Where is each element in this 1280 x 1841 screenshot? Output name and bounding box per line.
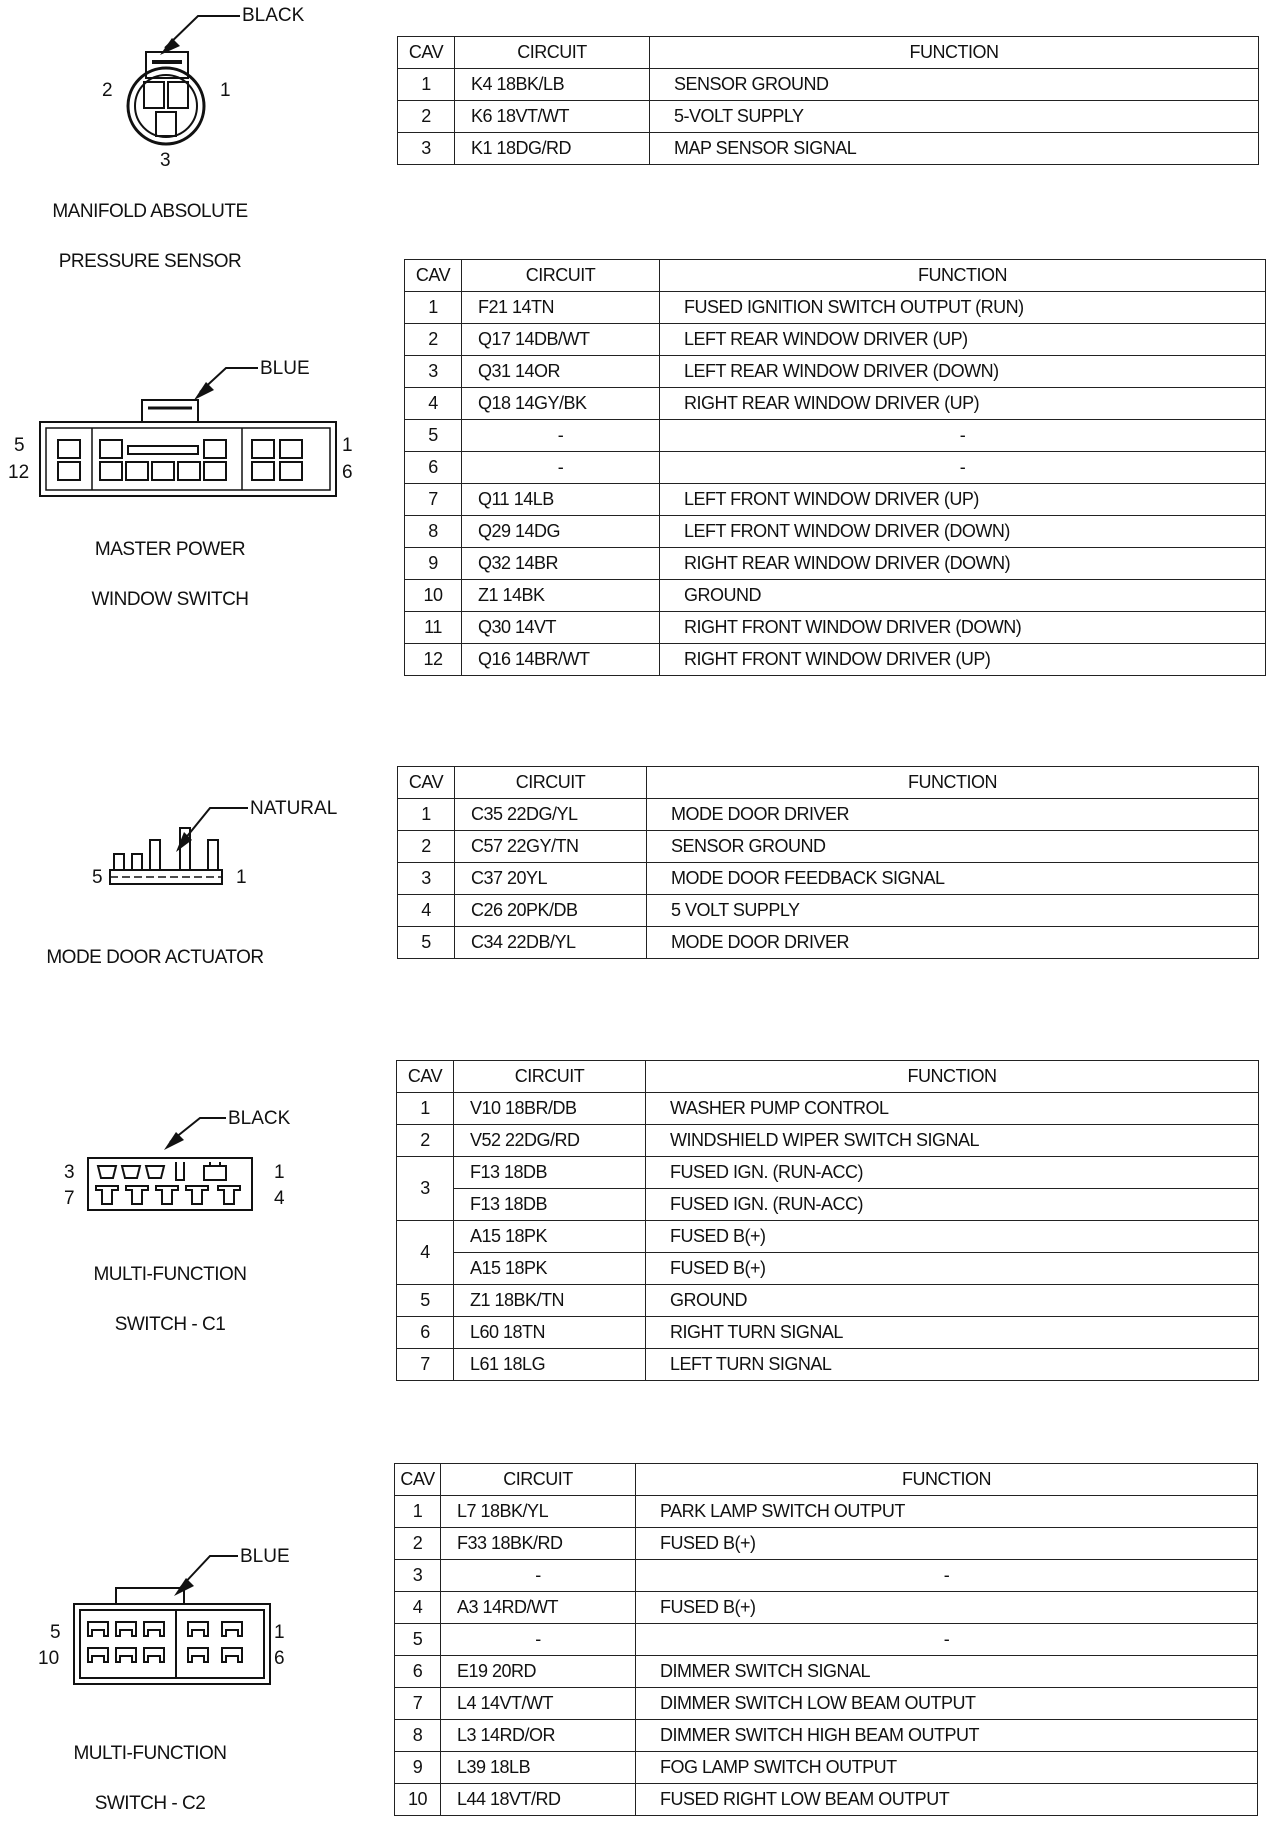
cav-cell: 11 [405,612,462,644]
circuit-cell: F21 14TN [462,292,660,324]
circuit-cell: L39 18LB [441,1752,636,1784]
cav-cell: 2 [405,324,462,356]
cav-header: CAV [405,260,462,292]
cav-cell: 5 [405,420,462,452]
window-switch-pin-label-12: 12 [8,462,30,483]
table-row [395,1528,1258,1560]
table-header-row [395,1464,1258,1496]
function-cell: LEFT REAR WINDOW DRIVER (DOWN) [660,356,1266,388]
table-header-row [397,1061,1259,1093]
function-cell: RIGHT REAR WINDOW DRIVER (UP) [660,388,1266,420]
function-cell: LEFT FRONT WINDOW DRIVER (UP) [660,484,1266,516]
function-cell: FUSED RIGHT LOW BEAM OUTPUT [636,1784,1258,1816]
mode-door-pinout-table [397,766,1259,959]
cav-cell: 2 [395,1528,441,1560]
circuit-cell: Z1 18BK/TN [454,1285,646,1317]
table-row [398,863,1259,895]
cav-cell: 4 [405,388,462,420]
function-cell: 5-VOLT SUPPLY [650,101,1259,133]
function-header: FUNCTION [660,260,1266,292]
cav-header: CAV [395,1464,441,1496]
circuit-cell: Q32 14BR [462,548,660,580]
circuit-cell: - [441,1624,636,1656]
function-cell: FUSED IGN. (RUN-ACC) [646,1189,1259,1221]
function-cell: GROUND [646,1285,1259,1317]
function-cell: - [636,1560,1258,1592]
function-cell: MODE DOOR DRIVER [647,799,1259,831]
table-row [405,292,1266,324]
function-cell: DIMMER SWITCH SIGNAL [636,1656,1258,1688]
function-cell: FUSED B(+) [646,1221,1259,1253]
function-cell: - [636,1624,1258,1656]
table-row [405,580,1266,612]
cav-cell: 7 [397,1349,454,1381]
circuit-cell: - [462,452,660,484]
table-row [397,1189,1259,1221]
circuit-cell: C35 22DG/YL [455,799,647,831]
circuit-cell: C34 22DB/YL [455,927,647,959]
circuit-cell: L44 18VT/RD [441,1784,636,1816]
cav-cell: 7 [395,1688,441,1720]
cav-cell: 12 [405,644,462,676]
function-cell: PARK LAMP SWITCH OUTPUT [636,1496,1258,1528]
function-cell: RIGHT REAR WINDOW DRIVER (DOWN) [660,548,1266,580]
cav-cell: 1 [397,1093,454,1125]
circuit-cell: F13 18DB [454,1189,646,1221]
cav-cell: 2 [398,831,455,863]
function-cell: FUSED IGNITION SWITCH OUTPUT (RUN) [660,292,1266,324]
function-cell: FUSED B(+) [636,1592,1258,1624]
table-row [405,612,1266,644]
table-row [405,452,1266,484]
table-row [395,1592,1258,1624]
circuit-cell: K1 18DG/RD [455,133,650,165]
function-cell: MODE DOOR DRIVER [647,927,1259,959]
circuit-cell: A15 18PK [454,1253,646,1285]
table-row [395,1752,1258,1784]
table-row [398,799,1259,831]
table-row [395,1624,1258,1656]
table-row [395,1560,1258,1592]
table-row [397,1125,1259,1157]
function-cell: DIMMER SWITCH HIGH BEAM OUTPUT [636,1720,1258,1752]
table-row [398,101,1259,133]
mfs-c2-diagram [30,1528,330,1698]
function-cell: DIMMER SWITCH LOW BEAM OUTPUT [636,1688,1258,1720]
circuit-cell: Q17 14DB/WT [462,324,660,356]
function-header: FUNCTION [636,1464,1258,1496]
circuit-header: CIRCUIT [462,260,660,292]
cav-cell: 5 [395,1624,441,1656]
cav-cell: 2 [397,1125,454,1157]
circuit-cell: C57 22GY/TN [455,831,647,863]
window-switch-connector-icon [0,350,380,510]
circuit-cell: L4 14VT/WT [441,1688,636,1720]
mfs-c1-pin-label-1: 1 [274,1162,285,1183]
table-row [398,133,1259,165]
table-row [397,1221,1259,1253]
table-row [405,356,1266,388]
cav-cell: 3 [405,356,462,388]
mfs-c2-pin-label-10: 10 [38,1648,60,1669]
mode-door-pin-label-1: 1 [236,867,247,888]
circuit-cell: Q31 14OR [462,356,660,388]
mode-door-pin-label-5: 5 [92,867,103,888]
circuit-cell: Q18 14GY/BK [462,388,660,420]
map-sensor-diagram [90,0,330,170]
cav-header: CAV [398,767,455,799]
circuit-cell: E19 20RD [441,1656,636,1688]
circuit-cell: C26 20PK/DB [455,895,647,927]
cav-cell: 10 [395,1784,441,1816]
cav-cell: 5 [398,927,455,959]
circuit-cell: Q11 14LB [462,484,660,516]
table-row [405,388,1266,420]
table-row [395,1688,1258,1720]
function-cell: GROUND [660,580,1266,612]
window-switch-pinout-table [404,259,1266,676]
circuit-cell: Q16 14BR/WT [462,644,660,676]
table-row [398,831,1259,863]
function-header: FUNCTION [647,767,1259,799]
table-header-row [398,767,1259,799]
table-row [405,548,1266,580]
table-row [397,1349,1259,1381]
function-cell: WASHER PUMP CONTROL [646,1093,1259,1125]
mfs-c2-pin-label-6: 6 [274,1648,285,1669]
table-row [398,927,1259,959]
table-row [395,1784,1258,1816]
circuit-cell: F13 18DB [454,1157,646,1189]
mfs-c2-pin-label-5: 5 [50,1622,61,1643]
table-row [405,484,1266,516]
window-switch-pin-label-6: 6 [342,462,353,483]
mfs-c1-pin-label-3: 3 [64,1162,75,1183]
table-row [398,69,1259,101]
function-cell: FUSED IGN. (RUN-ACC) [646,1157,1259,1189]
window-switch-pin-label-5: 5 [14,435,25,456]
function-cell: FOG LAMP SWITCH OUTPUT [636,1752,1258,1784]
circuit-header: CIRCUIT [454,1061,646,1093]
table-row [395,1656,1258,1688]
table-header-row [398,37,1259,69]
table-header-row [405,260,1266,292]
cav-header: CAV [397,1061,454,1093]
table-row [397,1093,1259,1125]
circuit-cell: L3 14RD/OR [441,1720,636,1752]
function-cell: SENSOR GROUND [647,831,1259,863]
mfs-c2-color-label: BLUE [240,1546,290,1567]
circuit-cell: V10 18BR/DB [454,1093,646,1125]
circuit-cell: L61 18LG [454,1349,646,1381]
mfs-c1-diagram [40,1090,340,1240]
circuit-cell: C37 20YL [455,863,647,895]
mfs-c1-pinout-table [396,1060,1259,1381]
mfs-c1-pin-label-7: 7 [64,1188,75,1209]
map-sensor-connector-icon [90,0,330,170]
table-row [397,1317,1259,1349]
circuit-cell: L60 18TN [454,1317,646,1349]
cav-cell: 6 [395,1656,441,1688]
mfs-c2-connector-name: MULTI-FUNCTION SWITCH - C2 [73,1743,227,1814]
function-cell: - [660,420,1266,452]
circuit-cell: - [441,1560,636,1592]
cav-cell: 8 [405,516,462,548]
mfs-c1-connector-icon [40,1090,340,1240]
mode-door-color-label: NATURAL [250,798,338,819]
cav-cell: 10 [405,580,462,612]
circuit-cell: L7 18BK/YL [441,1496,636,1528]
table-row [405,516,1266,548]
table-row [395,1720,1258,1752]
cav-cell: 5 [397,1285,454,1317]
cav-cell: 1 [395,1496,441,1528]
table-row [397,1157,1259,1189]
function-cell: FUSED B(+) [646,1253,1259,1285]
cav-cell: 3 [397,1157,454,1221]
map-pin-label-2: 2 [102,80,113,101]
circuit-cell: Q29 14DG [462,516,660,548]
circuit-cell: A15 18PK [454,1221,646,1253]
cav-cell: 4 [395,1592,441,1624]
table-row [405,420,1266,452]
mfs-c2-pin-label-1: 1 [274,1622,285,1643]
map-color-label: BLACK [242,5,305,26]
map-pinout-table [397,36,1259,165]
mfs-c1-connector-name: MULTI-FUNCTION SWITCH - C1 [93,1264,247,1335]
function-header: FUNCTION [650,37,1259,69]
map-connector-name: MANIFOLD ABSOLUTE PRESSURE SENSOR [52,201,248,272]
cav-cell: 1 [398,799,455,831]
function-cell: FUSED B(+) [636,1528,1258,1560]
window-switch-pin-label-1: 1 [342,435,353,456]
map-pin-label-1: 1 [220,80,231,101]
cav-cell: 9 [395,1752,441,1784]
function-cell: WINDSHIELD WIPER SWITCH SIGNAL [646,1125,1259,1157]
circuit-cell: A3 14RD/WT [441,1592,636,1624]
mfs-c1-pin-label-4: 4 [274,1188,285,1209]
function-header: FUNCTION [646,1061,1259,1093]
circuit-cell: Q30 14VT [462,612,660,644]
table-row [397,1253,1259,1285]
circuit-cell: K4 18BK/LB [455,69,650,101]
window-switch-diagram [0,350,380,510]
cav-cell: 1 [405,292,462,324]
mfs-c2-connector-icon [30,1528,330,1698]
circuit-header: CIRCUIT [455,37,650,69]
cav-cell: 6 [405,452,462,484]
circuit-cell: F33 18BK/RD [441,1528,636,1560]
cav-cell: 6 [397,1317,454,1349]
circuit-header: CIRCUIT [441,1464,636,1496]
circuit-cell: - [462,420,660,452]
mode-door-connector-icon [80,780,360,910]
mode-door-connector-name: MODE DOOR ACTUATOR [46,947,264,968]
table-row [398,895,1259,927]
mfs-c2-pinout-table [394,1463,1258,1816]
cav-cell: 3 [398,863,455,895]
function-cell: SENSOR GROUND [650,69,1259,101]
window-switch-connector-name: MASTER POWER WINDOW SWITCH [91,539,249,610]
cav-cell: 4 [398,895,455,927]
circuit-cell: K6 18VT/WT [455,101,650,133]
function-cell: LEFT TURN SIGNAL [646,1349,1259,1381]
table-row [397,1285,1259,1317]
mfs-c1-color-label: BLACK [228,1108,291,1129]
table-row [405,324,1266,356]
function-cell: RIGHT FRONT WINDOW DRIVER (DOWN) [660,612,1266,644]
cav-cell: 2 [398,101,455,133]
mode-door-diagram [80,780,360,910]
circuit-header: CIRCUIT [455,767,647,799]
cav-cell: 8 [395,1720,441,1752]
table-row [395,1496,1258,1528]
function-cell: MODE DOOR FEEDBACK SIGNAL [647,863,1259,895]
function-cell: MAP SENSOR SIGNAL [650,133,1259,165]
cav-cell: 3 [395,1560,441,1592]
circuit-cell: Z1 14BK [462,580,660,612]
map-pin-label-3: 3 [160,150,171,170]
cav-cell: 1 [398,69,455,101]
cav-cell: 4 [397,1221,454,1285]
cav-cell: 3 [398,133,455,165]
cav-header: CAV [398,37,455,69]
function-cell: - [660,452,1266,484]
function-cell: RIGHT TURN SIGNAL [646,1317,1259,1349]
cav-cell: 7 [405,484,462,516]
window-switch-color-label: BLUE [260,358,310,379]
table-row [405,644,1266,676]
cav-cell: 9 [405,548,462,580]
function-cell: RIGHT FRONT WINDOW DRIVER (UP) [660,644,1266,676]
function-cell: LEFT FRONT WINDOW DRIVER (DOWN) [660,516,1266,548]
function-cell: 5 VOLT SUPPLY [647,895,1259,927]
circuit-cell: V52 22DG/RD [454,1125,646,1157]
function-cell: LEFT REAR WINDOW DRIVER (UP) [660,324,1266,356]
